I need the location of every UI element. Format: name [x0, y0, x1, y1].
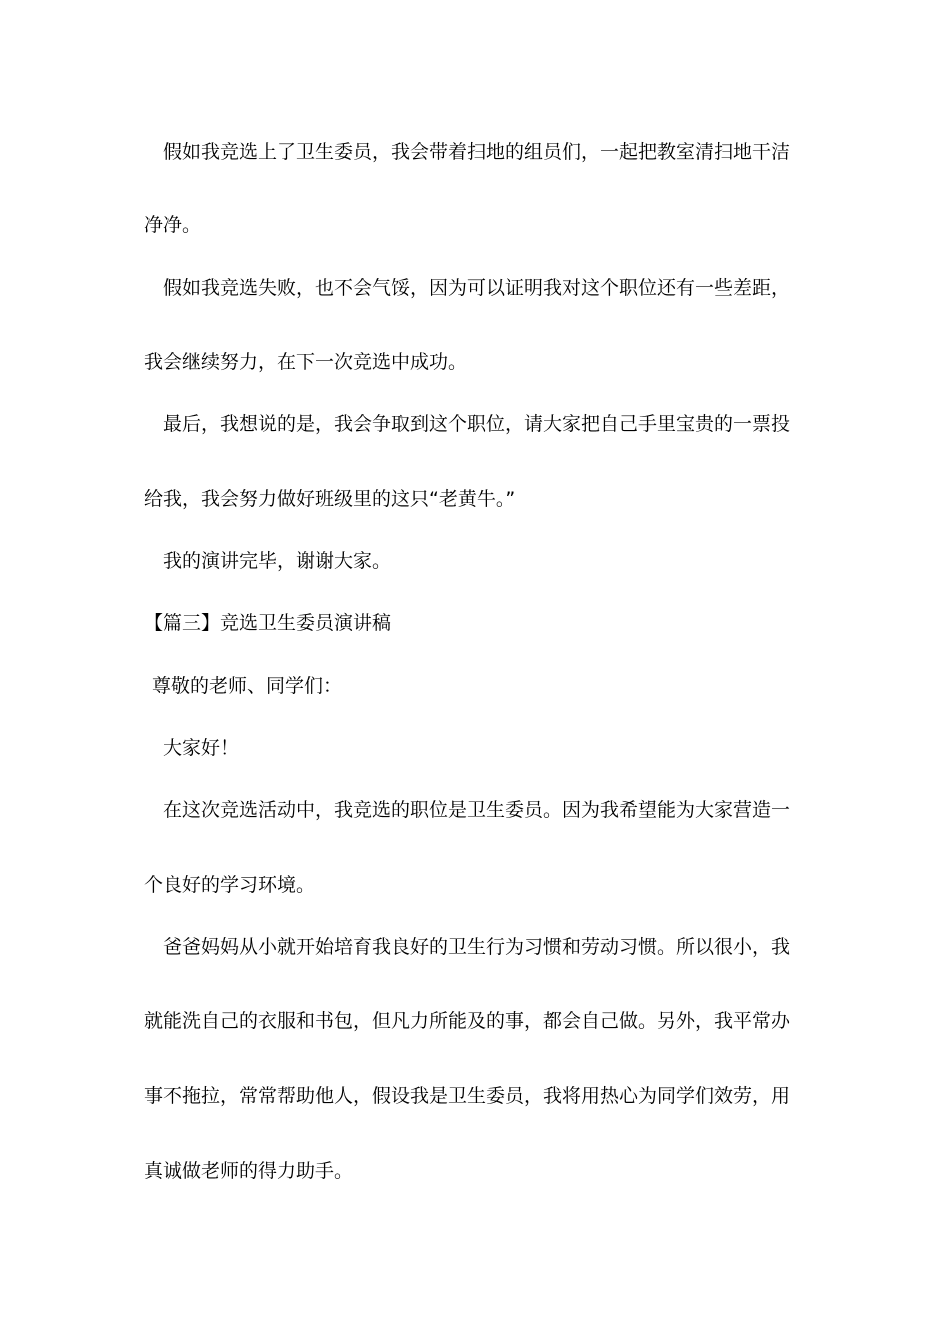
paragraph-line: 最后，我想说的是，我会争取到这个职位，请大家把自己手里宝贵的一票投	[163, 413, 791, 435]
paragraph-line: 爸爸妈妈从小就开始培育我良好的卫生行为习惯和劳动习惯。所以很小，我	[163, 936, 791, 958]
paragraph-line: 个良好的学习环境。	[144, 874, 316, 896]
greeting: 大家好！	[163, 737, 240, 759]
paragraph-line: 就能洗自己的衣服和书包，但凡力所能及的事，都会自己做。另外，我平常办	[144, 1010, 791, 1032]
paragraph-line: 净净。	[144, 214, 202, 236]
section-heading: 【篇三】竞选卫生委员演讲稿	[144, 612, 392, 634]
paragraph-line: 假如我竞选失败，也不会气馁，因为可以证明我对这个职位还有一些差距，	[163, 277, 791, 299]
paragraph-line: 我会继续努力，在下一次竞选中成功。	[144, 351, 468, 373]
paragraph-line: 真诚做老师的得力助手。	[144, 1160, 354, 1182]
paragraph-line: 我的演讲完毕，谢谢大家。	[163, 550, 392, 572]
paragraph-line: 事不拖拉，常常帮助他人，假设我是卫生委员，我将用热心为同学们效劳，用	[144, 1085, 791, 1107]
paragraph-line: 在这次竞选活动中，我竞选的职位是卫生委员。因为我希望能为大家营造一	[163, 799, 791, 821]
salutation: 尊敬的老师、同学们：	[152, 675, 343, 697]
paragraph-line: 给我，我会努力做好班级里的这只“老黄牛。”	[144, 488, 516, 510]
paragraph-line: 假如我竞选上了卫生委员，我会带着扫地的组员们，一起把教室清扫地干洁	[163, 141, 791, 163]
